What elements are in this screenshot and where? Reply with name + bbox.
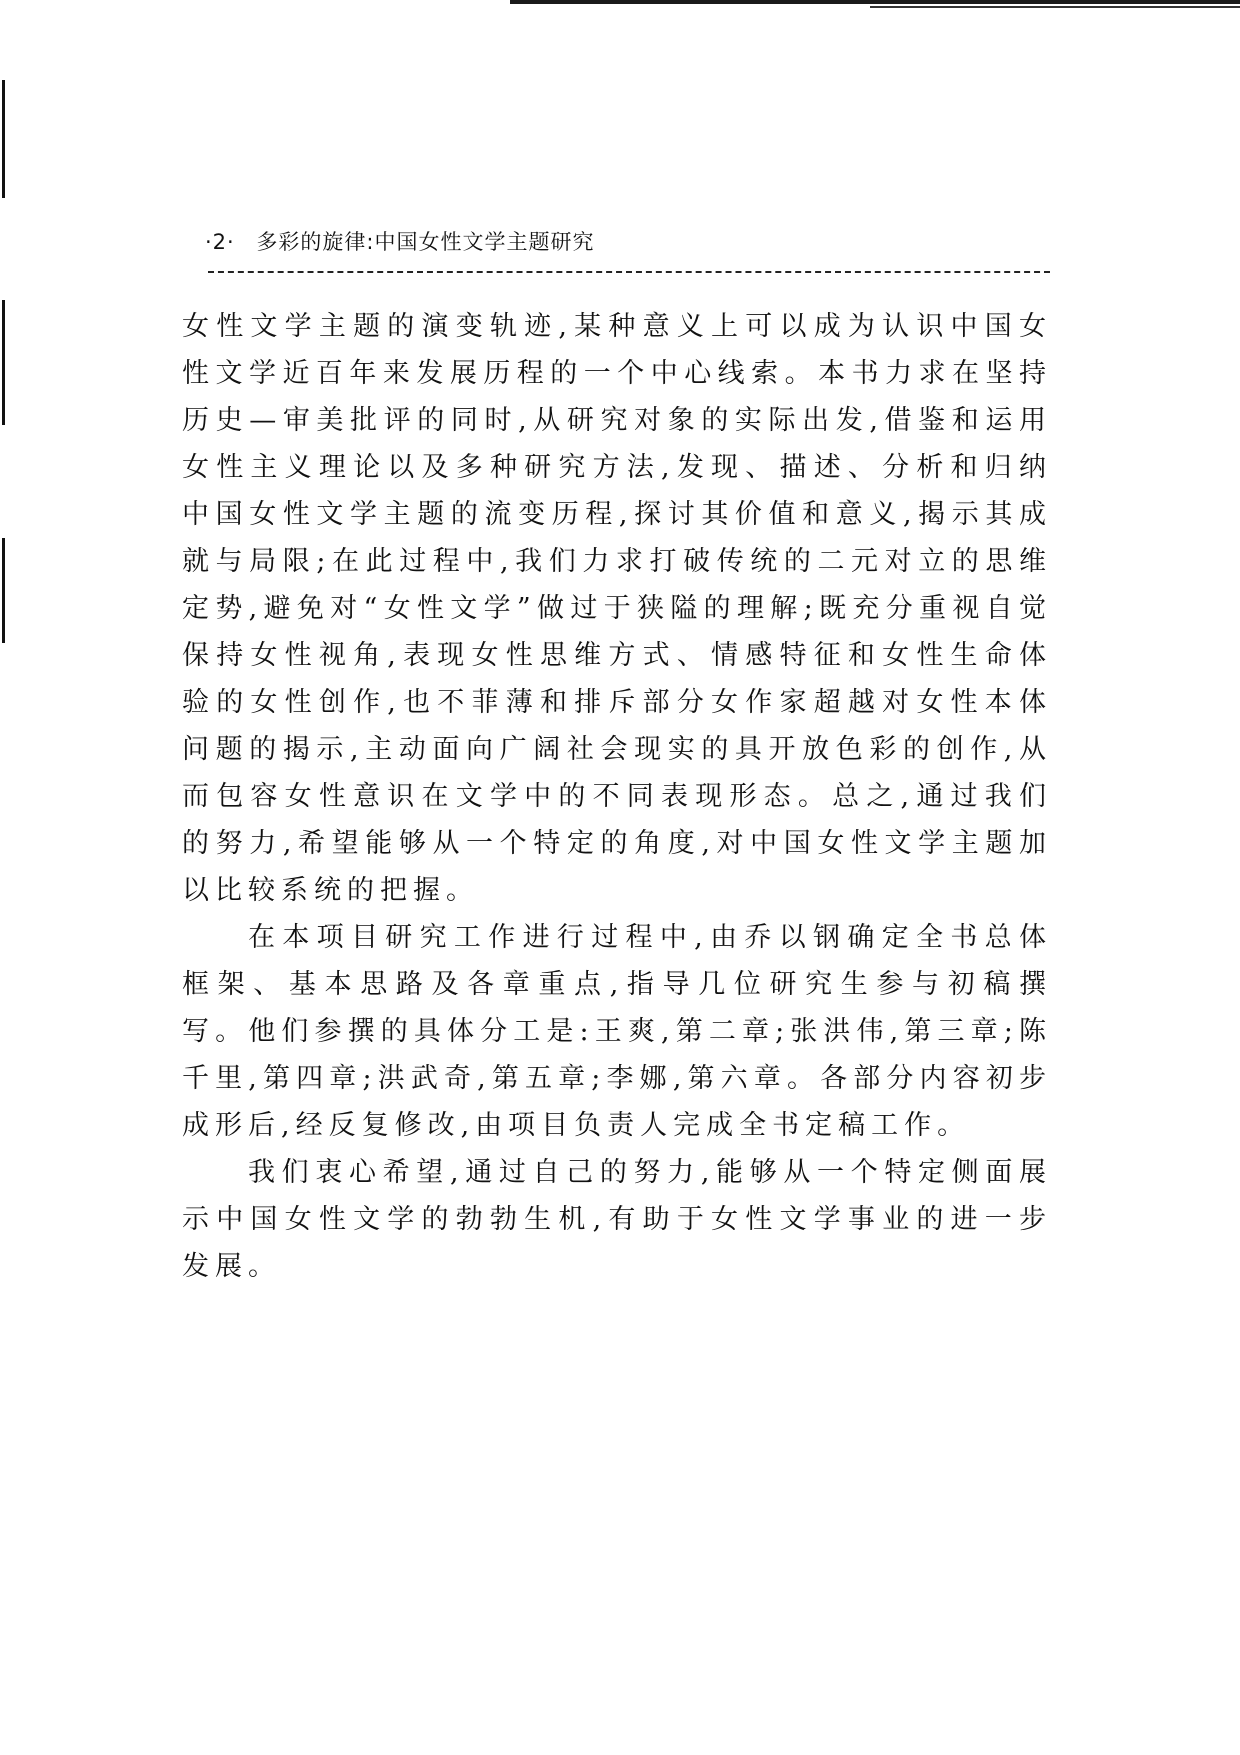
book-title: 多彩的旋律:中国女性文学主题研究 bbox=[256, 230, 595, 254]
body-text bbox=[182, 303, 1052, 1290]
paragraph: 我们衷心希望,通过自己的努力,能够从一个特定侧面展示中国女性文学的勃勃生机,有助于女性文学事业的进一步发展。 bbox=[182, 1157, 1052, 1282]
running-head bbox=[205, 226, 594, 256]
scan-edge-mark bbox=[2, 538, 5, 643]
scan-edge-mark bbox=[2, 80, 5, 198]
scan-edge-mark bbox=[2, 300, 5, 425]
paragraph: 女性文学主题的演变轨迹,某种意义上可以成为认识中国女性文学近百年来发展历程的一个中心线索。本书力求在坚持历史—审美批评的同时,从研究对象的实际出发,借鉴和运用女性主义理论以及多种研究方法,发现、描述、分析和归纳中国女性文学主题的流变历程,探讨其价值和意义,揭示其成就与局限;在此过程中,我们力求打破传统的二元对立的思维定势,避免对“女性文学”做过于狭隘的理解;既充分重视自觉保持女性视角,表现女性思维方式、情感特征和女性生命体验的女性创作,也不菲薄和排斥部分女作家超越对女性本体问题的揭示,主动面向广阔社会现实的具开放色彩的创作,从而包容女性意识在文学中的不同表现形态。总之,通过我们的努力,希望能够从一个特定的角度,对中国女性文学主题加以比较系统的把握。 bbox=[182, 311, 1052, 906]
page-number: ·2· bbox=[205, 230, 235, 254]
paragraph: 在本项目研究工作进行过程中,由乔以钢确定全书总体框架、基本思路及各章重点,指导几位研究生参与初稿撰写。他们参撰的具体分工是:王爽,第二章;张洪伟,第三章;陈千里,第四章;洪武奇,第五章;李娜,第六章。各部分内容初步成形后,经反复修改,由项目负责人完成全书定稿工作。 bbox=[182, 922, 1052, 1141]
scan-edge-mark bbox=[510, 0, 1240, 4]
header-rule bbox=[208, 271, 1050, 273]
scan-edge-mark bbox=[870, 6, 1240, 8]
